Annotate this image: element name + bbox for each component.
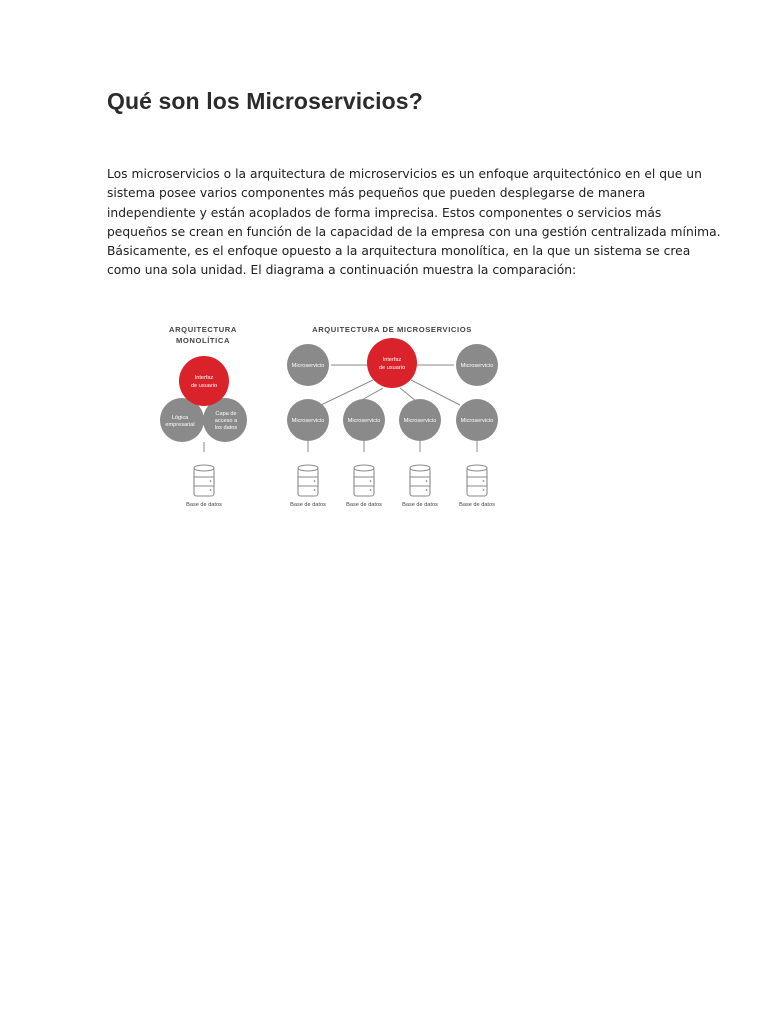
intro-paragraph: [107, 165, 721, 281]
business-logic-label: empresarial: [165, 422, 195, 428]
micro-db-label: Base de datos: [402, 502, 438, 508]
microservice-label: Microservicio: [460, 363, 494, 369]
mono-ui-label: Interfaz: [194, 375, 214, 381]
mono-db-label: Base de datos: [186, 502, 222, 508]
intro-line: Los microservicios o la arquitectura de microservicios es un enfoque arquitectónico en el que un: [107, 167, 702, 181]
database-icon: [298, 465, 318, 496]
micro-db-label: Base de datos: [459, 502, 495, 508]
database-icon: [194, 465, 214, 496]
monolithic-architecture: [160, 325, 247, 508]
monolithic-heading-line1: ARQUITECTURA: [169, 325, 237, 334]
microservice-label: Microservicio: [291, 363, 325, 369]
intro-line: como una sola unidad. El diagrama a continuación muestra la comparación:: [107, 263, 577, 278]
micro-ui-label: de usuario: [378, 365, 406, 371]
user-interface-circle: [179, 356, 229, 406]
micro-db-label: Base de datos: [290, 502, 326, 508]
database-icon: [410, 465, 430, 496]
data-access-label: acceso a: [214, 418, 238, 424]
user-interface-circle: [367, 338, 417, 388]
database-icon: [467, 465, 487, 496]
intro-line: sistema posee varios componentes más pequeños que pueden desplegarse de manera: [107, 186, 646, 201]
mono-ui-label: de usuario: [190, 383, 218, 389]
architecture-comparison-diagram: [150, 318, 510, 518]
db-connectors: [308, 441, 477, 452]
business-logic-label: Lógica: [171, 415, 189, 421]
microservice-label: Microservicio: [460, 418, 494, 424]
intro-line: independiente y están acoplados de forma imprecisa. Estos componentes o servicios más: [107, 205, 662, 220]
data-access-label: los datos: [214, 425, 238, 431]
microservices-heading: ARQUITECTURA DE MICROSERVICIOS: [312, 325, 472, 334]
microservice-label: Microservicio: [291, 418, 325, 424]
monolithic-heading-line2: MONOLÍTICA: [175, 336, 231, 345]
micro-ui-label: Interfaz: [382, 357, 402, 363]
micro-db-label: Base de datos: [346, 502, 382, 508]
page-title: Qué son los Microservicios?: [107, 88, 423, 114]
intro-line: pequeños se crean en función de la capacidad de la empresa con una gestión centralizada mínima.: [107, 224, 721, 239]
microservice-label: Microservicio: [347, 418, 381, 424]
intro-line: Básicamente, es el enfoque opuesto a la arquitectura monolítica, en la que un sistema se crea: [107, 244, 691, 259]
microservice-label: Microservicio: [403, 418, 437, 424]
database-icon: [354, 465, 374, 496]
data-access-label: Capa de: [215, 411, 237, 417]
microservices-architecture: [287, 325, 498, 508]
